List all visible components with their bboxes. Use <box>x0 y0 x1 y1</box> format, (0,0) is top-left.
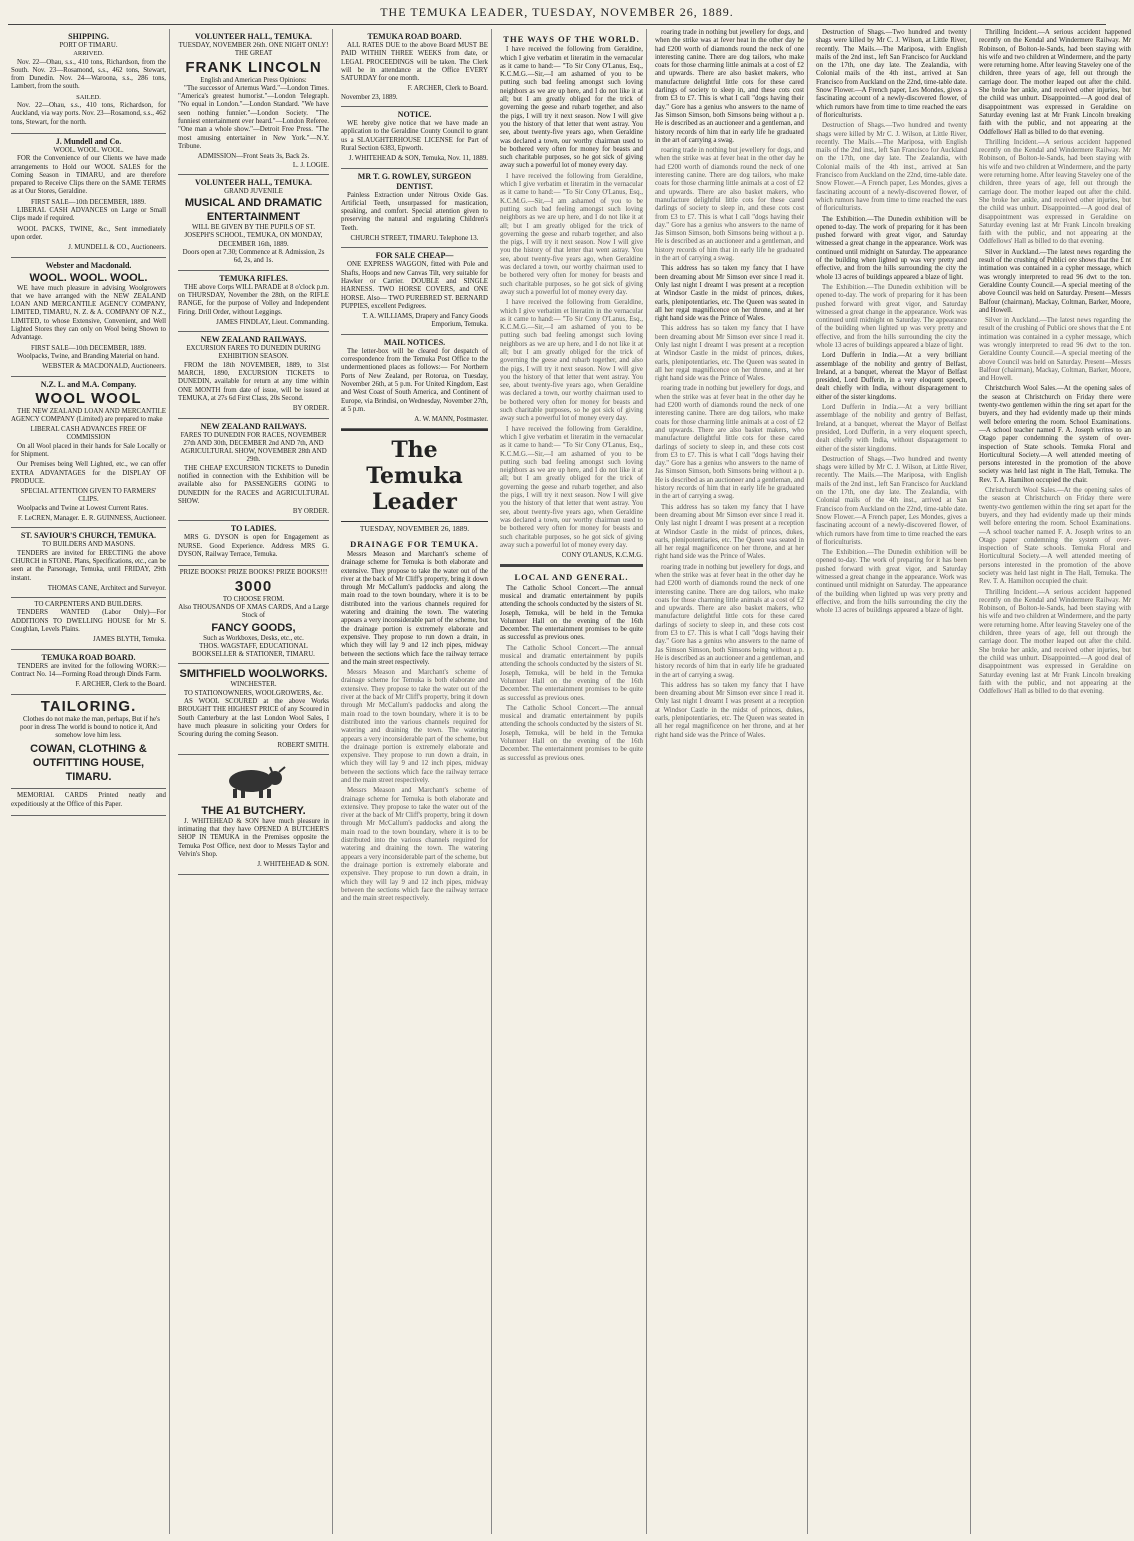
rowley-address: CHURCH STREET, TIMARU. Telephone 13. <box>350 235 479 243</box>
fancy-sub: Such as Workboxes, Desks, etc., etc. <box>203 634 304 642</box>
excursion-heading: EXCURSION FARES TO DUNEDIN DURING EXHIBITION SEASON. <box>186 345 321 361</box>
webster-ad <box>11 258 166 377</box>
shipping-section <box>11 29 166 134</box>
smithfield-heading: SMITHFIELD WOOLWORKS. <box>179 668 328 681</box>
lincoln-sub: English and American Press Opinions: <box>200 76 307 84</box>
notice-ad <box>341 107 488 168</box>
choose-text: TO CHOOSE FROM. <box>222 595 285 603</box>
nzlm-ad <box>11 377 166 529</box>
mundell-first-sale: FIRST SALE—10th DECEMBER, 1889. <box>31 198 146 206</box>
mundell-text: FOR the Convenience of our Clients we have made arrangements to Hold our WOOL SALES for the Coming Season in TIMARU, and are therefore prepared to Receive Clips there on the SAME TERMS as at Our Stores, Geraldine. <box>11 155 166 196</box>
sailed-label: SAILED. <box>76 93 101 101</box>
mundell-liberal: LIBERAL CASH ADVANCES on Large or Small Clips made if required. <box>11 207 166 223</box>
volunteer-hall-heading-2: VOLUNTEER HALL, TEMUKA. <box>194 177 313 187</box>
winchester-text: WINCHESTER. <box>230 681 277 689</box>
xmas-text: Also THOUSANDS OF XMAS CARDS, And a Large Stock of <box>178 603 329 620</box>
drainage-text-cont-2: Messrs Meason and Marchant's scheme of drainage scheme for Temuka is both elaborate and extensive. They propose to take the water out of the river at the back of Mr Cliff's property, bring it down through Mr McCallum's paddocks and along the main road to the town boundary, where it is to be distributed into the various channels required for watering and draining the town. The watering appears a very inconsiderable part of the scheme, but the drainage portion is extremely elaborate and expensive. They propose to run down a drain, in which they will lay 9 and 12 inch pipes, midway between the sections which face the railway terrace and the main street respectively. <box>341 787 488 903</box>
pupils-text: WILL BE GIVEN BY THE PUPILS OF ST. JOSEPH'S SCHOOL, TEMUKA, ON MONDAY, DECEMBER 16th, 1889. <box>184 224 323 248</box>
mundell-ad <box>11 134 166 258</box>
column-6 <box>813 29 971 1534</box>
col5-text-2-cont-2: This address has so taken my fancy that I have been dreaming about Mr Simson ever since I read it. Only last night I dreamt I was present at a reception at Windsor Castle in the midst of princes, dukes, earls, plenipotentiaries, etc. The Queen was seated in all her regal magnificence on her throne, and at her right hand side was the Prince of Wales. <box>655 503 804 561</box>
nzlm-premises: Our Premises being Well Lighted, etc., we can offer EXTRA ADVANTAGES for the DISPLAY OF PRODUCE. <box>11 461 166 485</box>
rates-date: November 23, 1889. <box>341 93 398 101</box>
col6-text-3-cont: Lord Dufferin in India.—At a very brilliant assemblage of the nobility and gentry of Belfast, Ireland, at a banquet, whereat the Mayor of Belfast presided, Lord Dufferin, in a very eloquent speech, dealt chiefly with India, without disparagement to either of the sister kingdoms. <box>816 404 967 453</box>
webster-heading: Webster and Macdonald. <box>45 260 132 270</box>
nzlm-liberal: LIBERAL CASH ADVANCES FREE OF COMMISSION <box>30 426 147 442</box>
column-2 <box>175 29 333 1534</box>
local-text: The Catholic School Concert.—The annual musical and dramatic entertainment by pupils attending the schools conducted by the sisters of St. Joseph, Temuka, will be held in the Temuka Volunteer Hall on the evening of the 16th December. The entertainment promises to be quite as successful as previous ones. <box>500 584 643 642</box>
shipping-title: SHIPPING. <box>68 32 109 41</box>
railways-ad-2 <box>178 419 329 522</box>
dyson-text: MRS G. DYSON is open for Engagement as NURSE. Good Experience. Address MRS G. DYSON, Railway Terrace, Temuka. <box>178 534 329 559</box>
drainage-text-cont: Messrs Meason and Marchant's scheme of drainage scheme for Temuka is both elaborate and extensive. They propose to take the water out of the river at the back of Mr Cliff's property, bring it down through Mr McCallum's paddocks and along the main road to the town boundary, where it is to be distributed into the various channels required for watering and draining the town. The watering appears a very inconsiderable part of the scheme, but the drainage portion is extremely elaborate and expensive. They propose to run down a drain, in which they will lay 9 and 12 inch pipes, midway between the sections which face the railway terrace and the main street respectively. <box>341 669 488 784</box>
col7-text-cont-2: Thrilling Incident.—A serious accident happened recently on the Kendal and Windermere Railway. Mr Robinson, of Bolton-le-Sands, had been staying with his wife and two children at Windermere, and the party were returning home. After leaving Staveley one of the children, three years of age, fell out through the carriage door. The mother leaped out after the child. She broke her ankle, and received other injuries, but the child was unhurt. Disappointed.—A good deal of disappointment was expressed in Geraldine on Saturday evening last at Mr Frank Lincoln breaking faith with the public, and not appearing at the Oddfellows' Hall as billed to do that evening. <box>979 588 1131 696</box>
webster-woolpacks: Woolpacks, Twine, and Branding Material on hand. <box>17 352 160 360</box>
builders-heading: TO BUILDERS AND MASONS. <box>42 541 135 549</box>
col5-text-cont: roaring trade in nothing but jewellery for dogs, and when the strike was at fever heat in the other day he had £200 worth of diamonds round the neck of one interesting canine. There are dog tailors, who make coats for those charming little animals at a cost of £2 and upwards. There are also basket makers, who manufacture delightful little cots for these cared darlings of society to sleep in, and these cots cost from £3 to £7. This is what I call "dogs having their day." Gore has a genius who answers to the name of Jas Simson Simson, both Simsons being without a p. He is described as an auctioneer and a gentleman, and history records of him that in early life he graduated in the art of carrying a swag. <box>655 147 804 263</box>
lincoln-quotes: "The successor of Artemus Ward."—London Times. "America's greatest humorist."—London Telegraph. "No equal in London."—London Standard. "We have seen nothing funnier."—London Society. "The funniest entertainment ever heard."—London Referee. "One man a whole show."—Detroit Free Press. "The most amusing entertainer in New York."—N.Y. Tribune. <box>178 84 329 150</box>
bull-icon <box>178 762 329 800</box>
tailoring-heading: TAILORING. <box>40 697 137 715</box>
volunteer-hall-heading: VOLUNTEER HALL, TEMUKA. <box>194 32 313 41</box>
col6-text-3: Lord Dufferin in India.—At a very brilliant assemblage of the nobility and gentry of Belfast, Ireland, at a banquet, whereat the Mayor of Belfast presided, Lord Dufferin, in a very eloquent speech, dealt chiefly with India, without disparagement to either of the sister kingdoms. <box>816 352 967 401</box>
col5-text-2-cont: This address has so taken my fancy that I have been dreaming about Mr Simson ever since I read it. Only last night I dreamt I was present at a reception at Windsor Castle in the midst of princes, dukes, earls, plenipotentiaries, etc. The Queen was seated in all her regal magnificence on her throne, and at her right hand side was the Prince of Wales. <box>655 325 804 383</box>
num-3000: 3000 <box>234 577 273 595</box>
mundell-wool: WOOL. WOOL. WOOL. <box>53 146 124 154</box>
mundell-packs: WOOL PACKS, TWINE, &c., Sent immediately upon order. <box>11 225 166 241</box>
drainage-text: Messrs Meason and Marchant's scheme of drainage scheme for Temuka is both elaborate and extensive. They propose to take the water out of the river at the back of Mr Cliff's property, bring it down through Mr McCallum's paddocks and along the main road to the town boundary, where it is to be distributed into the various channels required for watering and draining the town. The watering appears a very inconsiderable part of the scheme, but the drainage portion is extremely elaborate and expensive. They propose to run down a drain, in which they will lay 9 and 12 inch pipes, midway between the sections which face the railway terrace and the main street respectively. <box>341 550 488 666</box>
carpenters-ad <box>11 598 166 649</box>
webster-first-sale: FIRST SALE—10th DECEMBER, 1889. <box>31 344 146 352</box>
section-rule <box>500 564 643 567</box>
rowley-ad <box>341 169 488 249</box>
excursion-text: FROM the 18th NOVEMBER, 1889, to 31st MARCH, 1890, EXCURSION TICKETS to DUNEDIN, available for return at any time within ONE MONTH from date of issue, will be issued at TEMUKA, at 27s 6d First Class, 20s Second. <box>178 361 329 402</box>
saviour-ad <box>11 528 166 598</box>
mann-signature: A. W. MANN, Postmaster. <box>414 416 488 424</box>
webster-text: WE have much pleasure in advising Woolgrowers that we have arranged with the NEW ZEALAND LOAN AND MERCANTILE AGENCY COMPANY, LIMITED, TIMARU, N. Z. & A. COMPANY OF N.Z., LIMITED, to whose Extensive, Convenient, and Well Lighted Stores they can only on Wool being Shown to Advantage. <box>11 284 166 342</box>
sale-ad <box>341 248 488 334</box>
dyson-ad <box>178 521 329 566</box>
road-board-ad <box>11 650 166 695</box>
archer-signature: F. ARCHER, Clerk to the Board. <box>75 681 166 689</box>
scoured-text: AS WOOL SCOURED at the above Works BROUGHT THE HIGHEST PRICE of any Scoured in South Canterbury at the last London Wool Sales, I have much pleasure in soliciting your Orders for Scouring during the coming Season. <box>178 698 330 739</box>
col6-text-cont-2: Destruction of Shags.—Two hundred and twenty shags were killed by Mr C. J. Wilson, at Little River, recently. The Mails.—The Mariposa, with English mails of the 2nd inst., left San Francisco for Auckland on the 17th, one day late. The Zealandia, with Colonial mails of the 4th inst., arrived at San Francisco from Auckland on the 22nd, time-table date. Snow Flower.—A French paper, Les Mondes, gives a fascinating account of a newly-discovered flower, of which rumors have from time to time reached the ears of floriculturists. <box>816 455 967 546</box>
lincoln-date: TUESDAY, NOVEMBER 26th. ONE NIGHT ONLY! THE GREAT <box>178 42 329 58</box>
column-1 <box>8 29 170 1534</box>
memorial-text: MEMORIAL CARDS Printed neatly and expeditiously at the Office of this Paper. <box>11 792 166 808</box>
mundell-heading: J. Mundell and Co. <box>55 136 122 146</box>
ways-text-cont-2: I have received the following from Geraldine, which I give verbatim et literatim in the vernacular as it came to hand:— "To Sir Cony O'Lanus, Esq., K.C.M.G.—Sir,—I am ashamed of you to be putting such bad feeling amongst such loving neighbors as we are up here, and I do not like it at all; but I am greatly obliged for the trick of governing the geese and rubarb together, and also the pigs, I will try it next season. Now I will give you the history of that letter that went astray. You see, about twenty-five years ago, when Geraldine was declared a town, our worthy chairman used to be bothered very often for money for beasts and such charitable purposes, so he got sick of giving away such a powerful lot of money every day. <box>500 299 643 423</box>
butchery-ad <box>178 755 329 875</box>
stations-text: TO STATIONOWNERS, WOOLGROWERS, &c. <box>183 689 324 697</box>
logie-signature: L. J. LOGIE. <box>292 161 329 169</box>
blyth-signature: JAMES BLYTH, Temuka. <box>93 636 166 644</box>
ways-heading: THE WAYS OF THE WORLD. <box>503 34 640 44</box>
col6-text-cont: Destruction of Shags.—Two hundred and twenty shags were killed by Mr C. J. Wilson, at Little River, recently. The Mails.—The Mariposa, with English mails of the 2nd inst., left San Francisco for Auckland on the 17th, one day late. The Zealandia, with Colonial mails of the 4th inst., arrived at San Francisco from Auckland on the 22nd, time-table date. Snow Flower.—A French paper, Les Mondes, gives a fascinating account of a newly-discovered flower, of which rumors have from time to time reached the ears of floriculturists. <box>816 122 967 213</box>
arrived-label: ARRIVED. <box>73 50 104 58</box>
rifles-heading: TEMUKA RIFLES. <box>219 273 288 283</box>
saviour-signature: THOMAS CANE, Architect and Surveyor. <box>47 584 166 592</box>
paper-date: TUESDAY, NOVEMBER 26, 1889. <box>359 524 470 534</box>
cheap-text: THE CHEAP EXCURSION TICKETS to Dunedin notified in connection with the Exhibition will be available also for PASSENGERS GOING to DUNEDIN for the RACES and AGRICULTURAL SHOW. <box>178 464 329 505</box>
paper-title: The Temuka Leader <box>366 437 463 516</box>
smith-signature: ROBERT SMITH. <box>277 741 329 749</box>
railways-ad-1 <box>178 332 329 418</box>
col6-text: Destruction of Shags.—Two hundred and twenty shags were killed by Mr C. J. Wilson, at Little River, recently. The Mails.—The Mariposa, with English mails of the 2nd inst., left San Francisco for Auckland on the 17th, one day late. The Zealandia, with Colonial mails of the 4th inst., arrived at San Francisco from Auckland on the 22nd, time-table date. Snow Flower.—A French paper, Les Mondes, gives a fascinating account of a newly-discovered flower, of which rumors have from time to time reached the ears of floriculturists. <box>816 29 967 119</box>
sale-text: ONE EXPRESS WAGGON, fitted with Pole and Shafts, Hoops and new Canvas Tilt, very suitable for Hawker or Carrier. DOUBLE and SINGLE HARNESS. TWO HORSE COVERS, and ONE HORSE. Also— TWO PUREBRED ST. BERNARD PUPPIES, excellent Pedigrees. <box>341 261 488 310</box>
sailed-list: Nov. 22—Ohau, s.s., 410 tons, Richardson, for Auckland, via way ports. Nov. 23—Rosamond, s.s., 462 tons, Stewart, for the north. <box>11 102 166 126</box>
col7-text: Thrilling Incident.—A serious accident happened recently on the Kendal and Windermere Railway. Mr Robinson, of Bolton-le-Sands, had been staying with his wife and two children at Windermere, and the party were returning home. After leaving Staveley one of the children, three years of age, fell out through the carriage door. The mother leaped out after the child. She broke her ankle, and received other injuries, but the child was unhurt. Disappointed.—A good deal of disappointment was expressed in Geraldine on Saturday evening last at Mr Frank Lincoln breaking faith with the public, and not appearing at the Oddfellows' Hall as billed to do that evening. <box>979 29 1131 136</box>
col7-text-3-cont: Christchurch Wool Sales.—At the opening sales of the season at Christchurch on Friday there were twenty-two gentlemen within the ring set apart for the buyers, and they had evidently made up their minds well before entering the room. School Examinations.—A school teacher named F. A. Joseph writes to an Otago paper condemning the system of over-inspection of State schools. Temuka Floral and Horticultural Society.—A well attended meeting of persons interested in the promotion of the above society was held last night in The Hall, Temuka. The Rev. T. A. Hamilton occupied the chair. <box>979 487 1131 586</box>
notice-signature: J. WHITEHEAD & SON, Temuka, Nov. 11, 1889. <box>348 155 488 163</box>
masthead: THE TEMUKA LEADER, TUESDAY, NOVEMBER 26, 1889. <box>8 0 1106 25</box>
col6-text-2-cont-2: The Exhibition.—The Dunedin exhibition will be opened to-day. The work of preparing for it has been pushed forward with great vigor, and Saturday witnessed a great change in the appearance. Work was continued until midnight on Saturday. The appearance of the building when lighted up was very pretty and effective, and from the hills surrounding the city the whole 13 acres of buildings appeared a blaze of light. <box>816 549 967 615</box>
archer-signature-2: F. ARCHER, Clerk to Board. <box>407 85 488 93</box>
prize-books: PRIZE BOOKS! PRIZE BOOKS! PRIZE BOOKS!!! <box>179 569 328 577</box>
road-board-text: TENDERS are invited for the following WORK:— Contract No. 14—Forming Road through Dinds Farm. <box>11 662 166 678</box>
ways-signature: CONY O'LANUS, K.C.M.G. <box>561 552 643 560</box>
juvenile-ad <box>178 175 329 271</box>
tailoring-verse: Clothes do not make the man, perhaps, But if he's poor in dress The world is bound to notice it, And somehow love him less. <box>19 715 160 740</box>
col5-text-2: This address has so taken my fancy that I have been dreaming about Mr Simson ever since I read it. Only last night I dreamt I was present at a reception at Windsor Castle in the midst of princes, dukes, earls, plenipotentiaries, etc. The Queen was seated in all her regal magnificence on her throne, and at her right hand side was the Prince of Wales. <box>655 265 804 323</box>
by-order-2: BY ORDER. <box>292 508 329 516</box>
saviour-text: TENDERS are invited for ERECTING the above CHURCH in STONE. Plans, Specifications, etc., can be seen at the Parsonage, Temuka, until FRIDAY, 29th instant. <box>11 549 166 582</box>
notice-heading: NOTICE. <box>397 110 432 120</box>
wagstaff-ad <box>178 566 329 664</box>
col5-text-cont-3: roaring trade in nothing but jewellery for dogs, and when the strike was at fever heat in the other day he had £200 worth of diamonds round the neck of one interesting canine. There are dog tailors, who make coats for those charming little animals at a cost of £2 and upwards. There are also basket makers, who manufacture delightful little cots for these cared darlings of society to sleep in, and these cots cost from £3 to £7. This is what I call "dogs having their day." Gore has a genius who answers to the name of Jas Simson Simson, both Simsons being without a p. He is described as an auctioneer and a gentleman, and history records of him that in early life he graduated in the art of carrying a swag. <box>655 385 804 501</box>
fares-heading: FARES TO DUNEDIN FOR RACES, NOVEMBER 27th AND 30th, DECEMBER 2nd AND 7th, AND AGRICULTURAL SHOW, NOVEMBER 28th AND 29th. <box>180 431 327 464</box>
column-5 <box>652 29 808 1534</box>
butchery-text: J. WHITEHEAD & SON have much pleasure in intimating that they have OPENED A BUTCHER'S SHOP IN TEMUKA in the Premises opposite the Temuka Post Office, next door to Messrs Taylor and Velvin's Shop. <box>178 817 329 858</box>
mail-text: The letter-box will be cleared for despatch of correspondence from the Temuka Post Office to the undermentioned places as follows:— For Northern Ports of New Zealand, per Rotorua, on Tuesday, November 26th, at 5 p.m. For United Kingdom, East and West Coast of South America, and Continent of Europe, via Brindisi, on Wednesday, November 27th, at 5 p.m. <box>341 347 488 413</box>
memorial-ad <box>11 789 166 816</box>
carpenters-heading: TO CARPENTERS AND BUILDERS. <box>34 601 143 609</box>
local-text-cont-2: The Catholic School Concert.—The annual musical and dramatic entertainment by pupils attending the schools conducted by the sisters of St. Joseph, Temuka, will be held in the Temuka Volunteer Hall on the evening of the 16th December. The entertainment promises to be quite as successful as previous ones. <box>500 704 643 762</box>
musical-entertainment: MUSICAL AND DRAMATIC ENTERTAINMENT <box>184 197 323 224</box>
nzlm-special: SPECIAL ATTENTION GIVEN TO FARMERS' CLIPS. <box>20 488 157 504</box>
drainage-heading: DRAINAGE FOR TEMUKA. <box>350 538 479 549</box>
mundell-signature: J. MUNDELL & CO., Auctioneers. <box>68 244 166 252</box>
paper-title-block <box>341 429 488 522</box>
railways-heading-2: NEW ZEALAND RAILWAYS. <box>200 421 307 431</box>
nzlm-wool: WOOL WOOL <box>35 389 142 407</box>
column-4 <box>497 29 647 1534</box>
local-heading: LOCAL AND GENERAL. <box>514 572 629 583</box>
ways-text: I have received the following from Geraldine, which I give verbatim et literatim in the vernacular as it came to hand:— "To Sir Cony O'Lanus, Esq., K.C.M.G.—Sir,—I am ashamed of you to be putting such bad feeling amongst such loving neighbors as we are up here, and I do not like it at all; but I am greatly obliged for the trick of governing the geese and rubarb together, and also the pigs, I will try it next season. Now I will give you the history of that letter that went astray. You see, about twenty-five years ago, when Geraldine was declared a town, our worthy chairman used to be bothered very often for money for beasts and such charitable purposes, so he got sick of giving away such a powerful lot of money every day. <box>500 46 643 170</box>
fancy-goods: FANCY GOODS, <box>211 621 296 634</box>
col6-text-2: The Exhibition.—The Dunedin exhibition will be opened to-day. The work of preparing for it has been pushed forward with great vigor, and Saturday witnessed a great change in the appearance. Work was continued until midnight on Saturday. The appearance of the building when lighted up was very pretty and effective, and from the hills surrounding the city the whole 13 acres of buildings appeared a blaze of light. <box>816 215 967 281</box>
ladies-heading: TO LADIES. <box>230 524 277 534</box>
wagstaff-name: THOS. WAGSTAFF, EDUCATIONAL BOOKSELLER & STATIONER, TIMARU. <box>192 642 315 659</box>
lincoln-ad <box>178 29 329 175</box>
nzlm-heading: N.Z. L. and M.A. Company. <box>40 379 137 389</box>
col5-text-2-cont-3: This address has so taken my fancy that I have been dreaming about Mr Simson ever since I read it. Only last night I dreamt I was present at a reception at Windsor Castle in the midst of princes, dukes, earls, plenipotentiaries, etc. The Queen was seated in all her regal magnificence on her throne, and at her right hand side was the Prince of Wales. <box>655 681 804 739</box>
findlay-signature: JAMES FINDLAY, Lieut. Commanding. <box>216 318 329 326</box>
rowley-heading: MR T. G. ROWLEY, SURGEON DENTIST. <box>357 171 472 191</box>
local-text-cont: The Catholic School Concert.—The annual musical and dramatic entertainment by pupils attending the schools conducted by the sisters of St. Joseph, Temuka, will be held in the Temuka Volunteer Hall on the evening of the 16th December. The entertainment promises to be quite as successful as previous ones. <box>500 644 643 702</box>
railways-heading: NEW ZEALAND RAILWAYS. <box>200 335 307 345</box>
col7-text-cont: Thrilling Incident.—A serious accident happened recently on the Kendal and Windermere Railway. Mr Robinson, of Bolton-le-Sands, had been staying with his wife and two children at Windermere, and the party were returning home. After leaving Staveley one of the children, three years of age, fell out through the carriage door. The mother leaped out after the child. She broke her ankle, and received other injuries, but the child was unhurt. Disappointed.—A good deal of disappointment was expressed in Geraldine on Saturday evening last at Mr Frank Lincoln breaking faith with the public, and not appearing at the Oddfellows' Hall as billed to do that evening. <box>979 138 1131 246</box>
nzlm-text: THE NEW ZEALAND LOAN AND MERCANTILE AGENCY COMPANY (Limited) are prepared to make <box>11 407 166 423</box>
arrived-list: Nov. 22—Ohau, s.s., 410 tons, Richardson, from the South. Nov. 23—Rosamond, s.s., 462 tons, Stewart, from Dunedin. Nov. 24—Waroona, s.s., 286 tons, Lambert, from the south. <box>11 58 166 91</box>
by-order-1: BY ORDER. <box>292 405 329 413</box>
col5-text: roaring trade in nothing but jewellery for dogs, and when the strike was at fever heat in the other day he had £200 worth of diamonds round the neck of one interesting canine. There are dog tailors, who make coats for those charming little animals at a cost of £2 and upwards. There are also basket makers, who manufacture delightful little cots for these cared darlings of society to sleep in, and these cots cost from £3 to £7. This is what I call "dogs having their day." Gore has a genius who answers to the name of Jas Simson Simson, both Simsons being without a p. He is described as an auctioneer and a gentleman, and history records of him that in early life he graduated in the art of carrying a swag. <box>655 29 804 144</box>
col7-text-2-cont: Silver in Auckland.—The latest news regarding the result of the crushing of Publici ore shows that the £ nt intimation was contained in a cypher message, which was wrongly interpreted to read 96 dwt to the ton. Geraldine County Council.—A special meeting of the above Council was held on Saturday. Present—Messrs Balfour (chairman), Mackay, Coltman, Barker, Moore, and Howell. <box>979 317 1131 383</box>
mail-ad <box>341 335 488 430</box>
grand-juvenile: GRAND JUVENILE <box>224 187 283 195</box>
mail-heading: MAIL NOTICES. <box>383 337 446 347</box>
column-3 <box>338 29 492 1534</box>
road-rates-ad <box>341 29 488 107</box>
lincoln-admission: ADMISSION—Front Seats 3s, Back 2s. <box>197 153 310 161</box>
ways-text-cont-3: I have received the following from Geraldine, which I give verbatim et literatim in the vernacular as it came to hand:— "To Sir Cony O'Lanus, Esq., K.C.M.G.—Sir,—I am ashamed of you to be putting such bad feeling amongst such loving neighbors as we are up here, and I do not like it at all; but I am greatly obliged for the trick of governing the geese and rubarb together, and also the pigs, I will try it next season. Now I will give you the history of that letter that went astray. You see, about twenty-five years ago, when Geraldine was declared a town, our worthy chairman used to be bothered very often for money for beasts and such charitable purposes, so he got sick of giving away such a powerful lot of money every day. <box>500 425 643 549</box>
ways-text-cont: I have received the following from Geraldine, which I give verbatim et literatim in the vernacular as it came to hand:— "To Sir Cony O'Lanus, Esq., K.C.M.G.—Sir,—I am ashamed of you to be putting such bad feeling amongst such loving neighbors as we are up here, and I do not like it at all; but I am greatly obliged for the trick of governing the geese and rubarb together, and also the pigs, I will try it next season. Now I will give you the history of that letter that went astray. You see, about twenty-five years ago, when Geraldine was declared a town, our worthy chairman used to be bothered very often for money for beasts and such charitable purposes, so he got sick of giving away such a powerful lot of money every day. <box>500 172 643 296</box>
column-7 <box>976 29 1134 1534</box>
nzlm-signature: F. LeCREN, Manager. E. R. GUINNESS, Auctioneer. <box>17 515 166 523</box>
tailoring-ad <box>11 695 166 790</box>
webster-signature: WEBSTER & MACDONALD, Auctioneers. <box>42 363 166 371</box>
butchery-heading: THE A1 BUTCHERY. <box>201 804 306 817</box>
col5-text-cont-4: roaring trade in nothing but jewellery for dogs, and when the strike was at fever heat in the other day he had £200 worth of diamonds round the neck of one interesting canine. There are dog tailors, who make coats for those charming little animals at a cost of £2 and upwards. There are also basket makers, who manufacture delightful little cots for these cared darlings of society to sleep in, and these cots cost from £3 to £7. This is what I call "dogs having their day." Gore has a genius who answers to the name of Jas Simson Simson, both Simsons being without a p. He is described as an auctioneer and a gentleman, and history records of him that in early life he graduated in the art of carrying a swag. <box>655 563 804 679</box>
road-board-heading-2: TEMUKA ROAD BOARD. <box>367 32 462 41</box>
smithfield-ad <box>178 664 329 754</box>
rowley-text: Painless Extraction under Nitrous Oxide Gas. Artificial Teeth, unsurpassed for mastication, speaking, and comfort. Special attention given to preserving the natural and regulating Children's Teeth. <box>341 191 488 232</box>
col7-text-3: Christchurch Wool Sales.—At the opening sales of the season at Christchurch on Friday there were twenty-two gentlemen within the ring set apart for the buyers, and they had evidently made up their minds well before entering the room. School Examinations.—A school teacher named F. A. Joseph writes to an Otago paper condemning the system of over-inspection of State schools. Temuka Floral and Horticultural Society.—A well attended meeting of persons interested in the promotion of the above society was held last night in The Hall, Temuka. The Rev. T. A. Hamilton occupied the chair. <box>979 385 1131 484</box>
road-board-heading: TEMUKA ROAD BOARD. <box>41 652 136 662</box>
doors-text: Doors open at 7.30; Commence at 8. Admission, 2s 6d, 2s, and 1s. <box>182 249 325 265</box>
saviour-heading: ST. SAVIOUR'S CHURCH, TEMUKA. <box>20 531 157 541</box>
notice-text: WE hereby give notice that we have made an application to the Geraldine County Council to grant us a SLAUGHTERHOUSE LICENSE for Part of Rural Section 6383, Epworth. <box>341 120 488 152</box>
nzlm-consign: On all Wool placed in their hands for Sale Locally or for Shipment. <box>11 442 166 458</box>
whitehead-signature: J. WHITEHEAD & SON. <box>257 861 329 869</box>
cowan-name: COWAN, CLOTHING & OUTFITTING HOUSE, TIMARU. <box>30 743 147 784</box>
lincoln-name: FRANK LINCOLN <box>185 58 322 76</box>
rates-text: ALL RATES DUE to the above Board MUST BE PAID WITHIN THREE WEEKS from date, or LEGAL PROCEEDINGS will be taken. The Clerk will be in attendance at the Office EVERY SATURDAY for one month. <box>341 42 488 83</box>
williams-signature: T. A. WILLIAMS, Drapery and Fancy Goods Emporium, Temuka. <box>362 313 488 329</box>
sale-heading: FOR SALE CHEAP— <box>375 251 454 261</box>
carpenters-text: TENDERS WANTED (Labor Only)—For ADDITIONS TO DWELLING HOUSE for Mr S. Coughlan, Levels Plains. <box>11 609 166 634</box>
rifles-ad <box>178 271 329 332</box>
col6-text-2-cont: The Exhibition.—The Dunedin exhibition will be opened to-day. The work of preparing for it has been pushed forward with great vigor, and Saturday witnessed a great change in the appearance. Work was continued until midnight on Saturday. The appearance of the building when lighted up was very pretty and effective, and from the hills surrounding the city the whole 13 acres of buildings appeared a blaze of light. <box>816 283 967 349</box>
port-title: PORT OF TIMARU. <box>59 42 118 49</box>
nzlm-woolpacks: Woolpacks and Twine at Lowest Current Rates. <box>17 504 149 512</box>
newspaper-page <box>8 29 1131 1534</box>
col7-text-2: Silver in Auckland.—The latest news regarding the result of the crushing of Publici ore shows that the £ nt intimation was contained in a cypher message, which was wrongly interpreted to read 96 dwt to the ton. Geraldine County Council.—A special meeting of the above Council was held on Saturday. Present—Messrs Balfour (chairman), Mackay, Coltman, Barker, Moore, and Howell. <box>979 248 1131 314</box>
webster-wool: WOOL. WOOL. WOOL. <box>29 271 148 284</box>
rifles-text: THE above Corps WILL PARADE at 8 o'clock p.m. on THURSDAY, November the 28th, on the RIFLE RANGE, for the purpose of Volley and Independent Firing. Drill Order, without Leggings. <box>178 283 329 316</box>
